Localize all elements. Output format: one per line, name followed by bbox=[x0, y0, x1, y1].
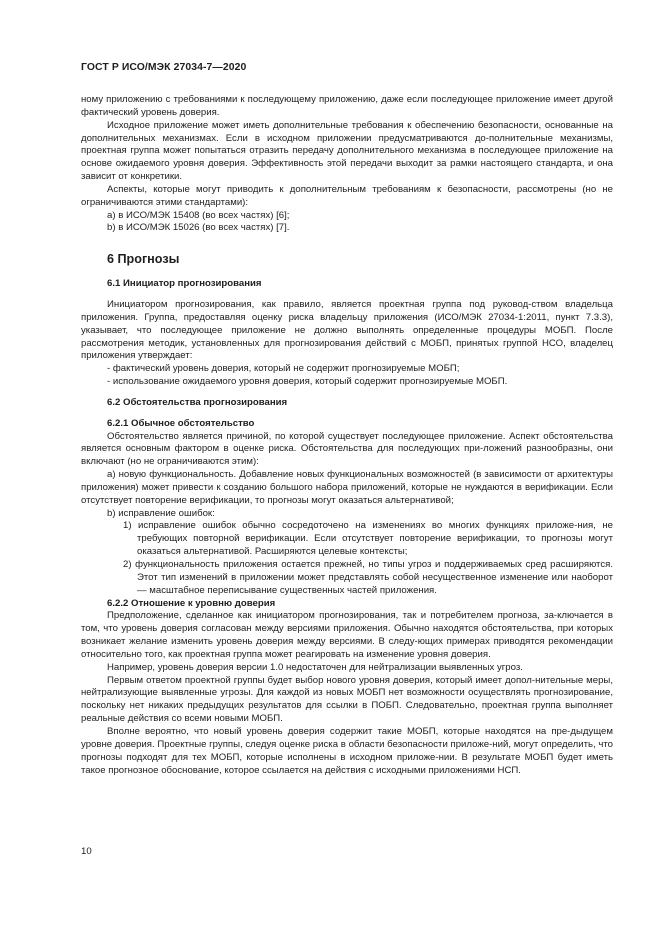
subsection-heading: 6.2 Обстоятельства прогнозирования bbox=[107, 396, 288, 408]
list-item: 1) исправление ошибок обычно сосредоточено на изменениях во многих функциях приложе-ния, не требующих повторной верификации. Если отсутствует повторение верификации, то прогнозы могут оказаться альтернативой. Расширяются целевые контексты; bbox=[123, 520, 613, 558]
page-number: 10 bbox=[81, 846, 92, 857]
list-item: 2) функциональность приложения остается прежней, но типы угроз и поддерживаемых сред расширяются. Этот тип изменений в приложении может представлять собой несущественное изменение или наоборот — масштабное переписывание существенных частей приложения. bbox=[123, 559, 613, 596]
paragraph: Обстоятельство является причиной, по которой существует последующее приложение. Аспект обстоятельства является основным фактором в оценке риска. Обстоятельства для последующих при-ложений разнообразны, они включают (но не ограничиваются этим): bbox=[81, 430, 613, 468]
paragraph: Вполне вероятно, что новый уровень доверия содержит такие МОБП, которые находятся на пре-дыдущем уровне доверия. Проектные группы, следуя оценке риска в области безопасности приложе-ний, могут определить, что прогнозы подходят для тех МОБП, которые исполнены в исходном приложе-нии. В результате МОБП будет иметь такое прогнозное обоснование, которое ссылается на действия с исходными приложениями НСП. bbox=[81, 725, 613, 776]
subsection-heading: 6.1 Инициатор прогнозирования bbox=[107, 278, 262, 290]
list-item: b) в ИСО/МЭК 15026 (во всех частях) [7]. bbox=[107, 222, 290, 234]
subsubsection-heading: 6.2.2 Отношение к уровню доверия bbox=[107, 597, 276, 609]
paragraph: Аспекты, которые могут приводить к дополнительным требованиям к безопасности, рассмотрены (но не ограничиваются этими стандартами): bbox=[81, 183, 613, 208]
paragraph: Предположение, сделанное как инициатором прогнозирования, так и потребителем прогноза, за-ключается в том, что уровень доверия согласован между версиями приложения. Обычно находятся обстоятельства, при которых возникает желание изменить уровень доверия между версиями. В следу-ющих примерах приводятся рекомендации относительно того, как проектная группа может реагировать на изменение уровня доверия. bbox=[81, 610, 613, 660]
list-item: a) в ИСО/МЭК 15408 (во всех частях) [6]; bbox=[107, 209, 290, 221]
running-header: ГОСТ Р ИСО/МЭК 27034-7—2020 bbox=[81, 62, 247, 73]
list-item: - фактический уровень доверия, который не содержит прогнозируемые МОБП; bbox=[107, 363, 460, 375]
paragraph: Инициатором прогнозирования, как правило, является проектная группа под руковод-ством владельца приложения. Группа, предоставляя оценку риска владельцу приложения (ИСО/МЭК 27034-1:2011, пункт 7.3.3), указывает, что последующее приложение не должно выполнять определенные процедуры МОБП. После рассмотрения методик, установленных для прогнозирования действий с МОБП, принятых группой НСО, владелец приложения утверждает: bbox=[81, 298, 613, 362]
paragraph: ному приложению с требованиями к последующему приложению, даже если последующее приложение имеет другой фактический уровень доверия. bbox=[81, 94, 613, 118]
paragraph: Например, уровень доверия версии 1.0 недостаточен для нейтрализации выявленных угроз. bbox=[107, 661, 523, 673]
paragraph: Первым ответом проектной группы будет выбор нового уровня доверия, который имеет допол-нительные меры, нейтрализующие выявленные угрозы. Для каждой из новых МОБП нет возможности осуществлять прогнозирование, поскольку нет никаких предыдущих результатов для ссылки в ПОБП. Следовательно, проектная группа выполняет реальные действия со всеми новыми МОБП. bbox=[81, 674, 613, 725]
list-item: b) исправление ошибок: bbox=[107, 507, 215, 519]
section-heading: 6 Прогнозы bbox=[107, 252, 180, 267]
list-item: a) новую функциональность. Добавление новых функциональных возможностей (в зависимости от архитектуры приложения) может привести к созданию большого набора приложений, которые не нуждаются в верификации. Если отсутствует повторение верификации, то прогнозы могут оказаться альтернативой; bbox=[81, 469, 613, 506]
subsubsection-heading: 6.2.1 Обычное обстоятельство bbox=[107, 417, 255, 429]
list-item: - использование ожидаемого уровня доверия, который содержит прогнозируемые МОБП. bbox=[107, 376, 508, 388]
paragraph: Исходное приложение может иметь дополнительные требования к обеспечению безопасности, основанные на дополнительных механизмах. Если в исходном приложении предусматриваются до-полнительные механизмы, проектная группа может попытаться отразить передачу дополнительного механизма в последующее приложение на основе ожидаемого уровня доверия. Эффективность этой передачи выходит за рамки настоящего стандарта, и она зависит от конкретики. bbox=[81, 119, 613, 183]
document-body bbox=[81, 94, 613, 777]
